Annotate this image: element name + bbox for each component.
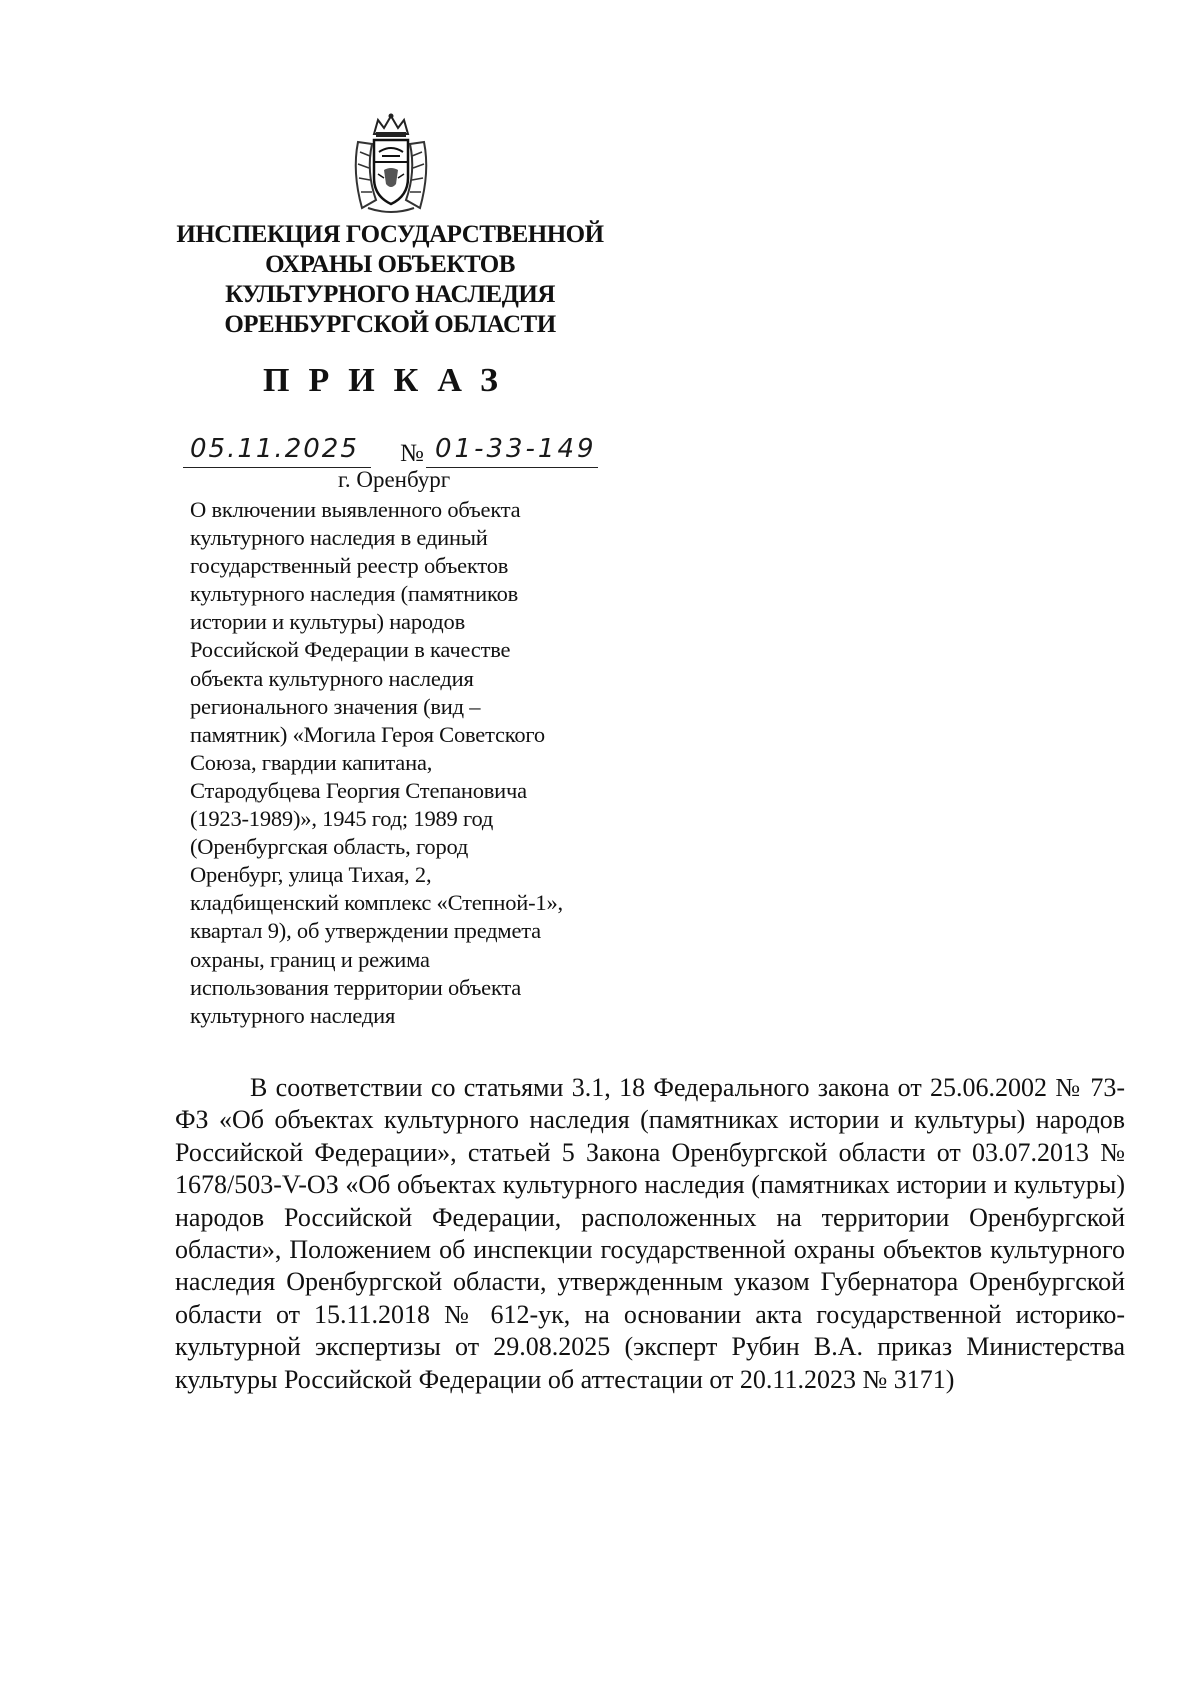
organization-name-line: ОРЕНБУРГСКОЙ ОБЛАСТИ <box>224 311 556 338</box>
organization-name-line: КУЛЬТУРНОГО НАСЛЕДИЯ <box>225 281 555 308</box>
order-date: 05.11.2025 <box>190 434 359 464</box>
order-subject: О включении выявленного объекта культурного наследия в единый государственный реестр объектов культурного наследия (памятников истории и культуры) народов Российской Федерации в качестве объекта культурного наследия регионального значения (вид – памятник) «Могила Героя Советского Союза, гвардии капитана, Стародубцева Георгия Степановича (1923-1989)», 1945 год; 1989 год (Оренбургская область, город Оренбург, улица Тихая, 2, кладбищенский комплекс «Степной-1», квартал 9), об утверждении предмета охраны, границ и режима использования территории объекта культурного наследия <box>190 497 563 1028</box>
coat-of-arms-icon <box>348 112 434 216</box>
number-sign: № <box>400 440 424 467</box>
organization-name-line: ИНСПЕКЦИЯ ГОСУДАРСТВЕННОЙ <box>176 221 604 248</box>
legal-basis-paragraph: В соответствии со статьями 3.1, 18 Федерального закона от 25.06.2002 № 73-ФЗ «Об объектах культурного наследия (памятниках истории и культуры) народов Российской Федерации», статьей 5 Закона Оренбургской области от 03.07.2013 № 1678/503-V-ОЗ «Об объектах культурного наследия (памятниках истории и культуры) народов Российской Федерации, расположенных на территории Оренбургской области», Положением об инспекции государственной охраны объектов культурного наследия Оренбургской области, утвержденным указом Губернатора Оренбургской области от 15.11.2018 № 612-ук, на основании акта государственной историко-культурной экспертизы от 29.08.2025 (эксперт Рубин В.А. приказ Министерства культуры Российской Федерации об аттестации от 20.11.2023 № 3171) <box>175 1073 1125 1394</box>
order-number: 01-33-149 <box>435 434 597 464</box>
organization-name <box>160 220 620 340</box>
organization-name-line: ОХРАНЫ ОБЪЕКТОВ <box>265 251 515 278</box>
city-of-issue: г. Оренбург <box>338 467 451 492</box>
document-type-title: ПРИКАЗ <box>263 362 517 399</box>
number-underline <box>426 467 598 468</box>
